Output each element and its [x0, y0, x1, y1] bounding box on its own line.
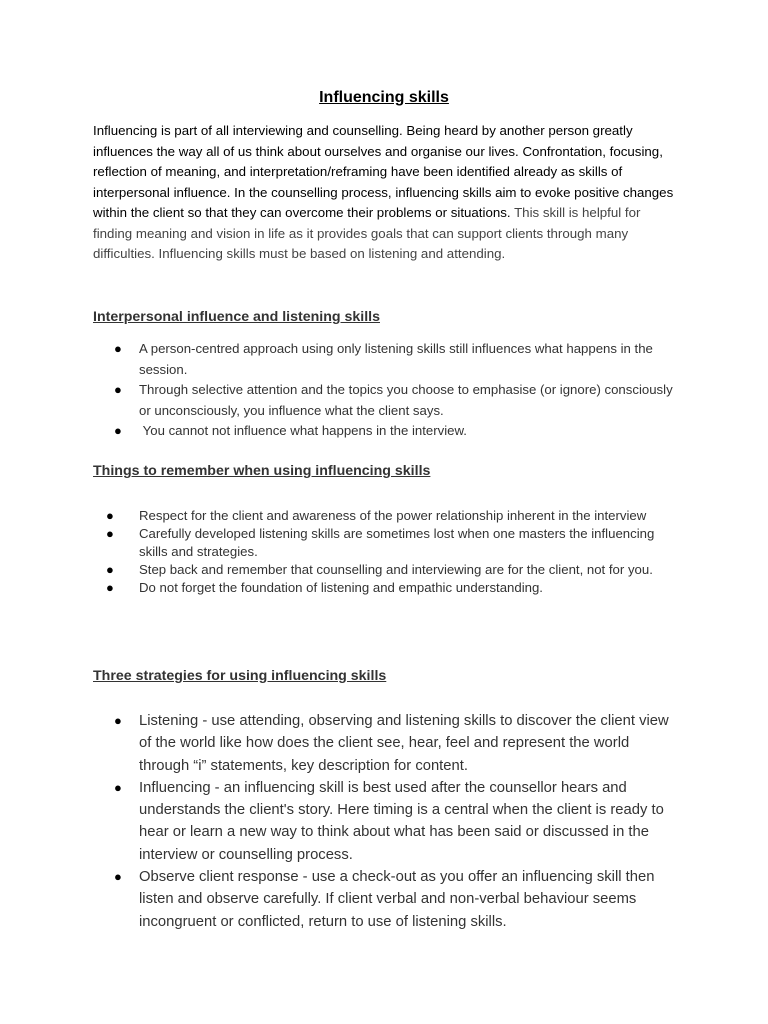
page-title: Influencing skills — [319, 89, 449, 106]
list-item — [93, 866, 678, 933]
list-item — [93, 525, 678, 561]
intro-continuation-text: This skill is helpful for finding meaning and vision in life as it provides goals that can support clients through many difficulties. Influencing skills must be based on listening and attending. — [93, 205, 641, 261]
three-strategies-list — [93, 710, 678, 933]
list-item — [93, 339, 678, 380]
section-heading-things-to-remember: Things to remember when using influencing skills — [93, 463, 431, 479]
list-item-text: You cannot not influence what happens in the interview. — [139, 423, 467, 438]
bullet-icon: ● — [114, 713, 122, 728]
list-item-text: Respect for the client and awareness of the power relationship inherent in the interview — [139, 508, 647, 523]
bullet-icon: ● — [106, 526, 114, 541]
bullet-icon: ● — [114, 423, 122, 438]
list-item — [93, 380, 678, 421]
bullet-icon: ● — [106, 580, 114, 595]
list-item-text: Do not forget the foundation of listening and empathic understanding. — [139, 580, 543, 595]
intro-main-text: Influencing is part of all interviewing and counselling. Being heard by another person greatly influences the way all of us think about ourselves and organise our lives. Confrontation, focusing, reflection of meaning, and interpretation/reframing have been identified already as skills of interpersonal influence. In the counselling process, influencing skills aim to evoke positive changes within the client so that they can overcome their problems or situations. — [93, 123, 674, 220]
list-item — [93, 561, 678, 579]
intro-paragraph — [93, 121, 678, 265]
list-item-text: Observe client response - use a check-out as you offer an influencing skill then listen and observe carefully. If client verbal and non-verbal behaviour seems incongruent or conflicted, return to use of listening skills. — [139, 869, 655, 930]
list-item — [93, 777, 678, 866]
list-item-text: Carefully developed listening skills are sometimes lost when one masters the influencing skills and strategies. — [139, 526, 655, 559]
list-item-text: A person-centred approach using only listening skills still influences what happens in the session. — [139, 341, 653, 377]
list-item — [93, 507, 678, 525]
list-item-text: Step back and remember that counselling and interviewing are for the client, not for you. — [139, 562, 653, 577]
list-item — [93, 710, 678, 777]
list-item-text: Listening - use attending, observing and listening skills to discover the client view of the world like how does the client see, hear, feel and represent the world through “i” statements, key description for content. — [139, 713, 669, 774]
bullet-icon: ● — [106, 508, 114, 523]
section-heading-interpersonal-influence: Interpersonal influence and listening skills — [93, 309, 380, 325]
bullet-icon: ● — [106, 562, 114, 577]
interpersonal-influence-list — [93, 339, 678, 442]
list-item — [93, 421, 678, 442]
section-heading-three-strategies: Three strategies for using influencing skills — [93, 668, 387, 684]
things-to-remember-list — [93, 507, 678, 597]
bullet-icon: ● — [114, 779, 122, 795]
list-item-text: Through selective attention and the topics you choose to emphasise (or ignore) consciously or unconsciously, you influence what the client says. — [139, 382, 673, 418]
bullet-icon: ● — [114, 341, 122, 356]
list-item — [93, 579, 678, 597]
list-item-text: Influencing - an influencing skill is best used after the counsellor hears and understands the client's story. Here timing is a central when the client is ready to hear or learn a new way to think about what has been said or discussed in the interview or counselling process. — [139, 779, 664, 863]
bullet-icon: ● — [114, 382, 122, 397]
bullet-icon: ● — [114, 869, 122, 885]
